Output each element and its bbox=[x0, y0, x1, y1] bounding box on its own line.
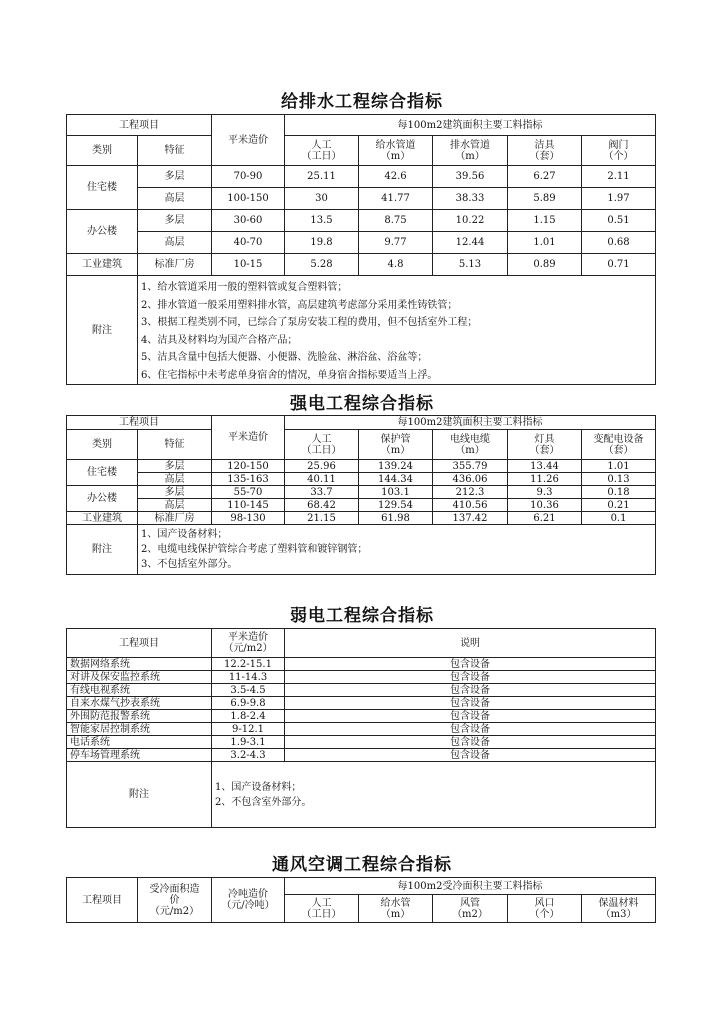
notes-list bbox=[212, 762, 656, 828]
value-cell: 10.22 bbox=[433, 210, 508, 232]
value-cell: 6.21 bbox=[508, 512, 582, 525]
weak-title: 弱电工程综合指标 bbox=[290, 606, 434, 626]
hvac-h-group: 每100m2受冷面积主要工料指标 bbox=[285, 878, 656, 895]
notes-list bbox=[138, 525, 656, 575]
note-line: 2、电缆电线保护管综合考虑了塑料管和镀锌钢管； bbox=[141, 544, 368, 555]
col-unit: （套） bbox=[529, 444, 560, 456]
price-cell: 98-130 bbox=[212, 512, 285, 525]
strong-col-header bbox=[433, 430, 508, 460]
col-unit: （m） bbox=[455, 444, 485, 456]
col-name: 变配电设备 bbox=[593, 433, 644, 445]
note-line: 4、洁具及材料均为国产合格产品； bbox=[141, 334, 298, 346]
note-line: 3、不包括室外部分。 bbox=[141, 559, 238, 570]
value-cell: 1.15 bbox=[508, 210, 582, 232]
system-name: 有线电视系统 bbox=[67, 684, 212, 697]
note-line: 6、住宅指标中未考虑单身宿舍的情况，单身宿舍指标要适当上浮。 bbox=[141, 369, 438, 381]
hvac-h-ton bbox=[212, 878, 285, 923]
col-name: 排水管道 bbox=[450, 139, 490, 151]
table-row bbox=[67, 210, 656, 232]
price-cell: 1.9-3.1 bbox=[212, 736, 285, 749]
col-name: 阀门 bbox=[608, 139, 629, 151]
value-cell: 0.21 bbox=[582, 499, 656, 512]
plumbing-h-item: 工程项目 bbox=[67, 115, 212, 136]
value-cell: 139.24 bbox=[359, 460, 433, 473]
col-unit: （m） bbox=[455, 150, 485, 162]
value-cell: 355.79 bbox=[433, 460, 508, 473]
table-row bbox=[67, 188, 656, 210]
value-cell: 0.89 bbox=[508, 254, 582, 276]
value-cell: 137.42 bbox=[433, 512, 508, 525]
col-unit: （m3） bbox=[600, 908, 637, 920]
table-row bbox=[67, 671, 656, 684]
feature-cell: 标准厂房 bbox=[138, 254, 212, 276]
plumbing-col-header bbox=[433, 136, 508, 166]
col-name: 人工 bbox=[311, 139, 332, 151]
strong-h-price: 平米造价 bbox=[212, 416, 285, 460]
price-cell: 10-15 bbox=[212, 254, 285, 276]
value-cell: 129.54 bbox=[359, 499, 433, 512]
strong-h-type: 类别 bbox=[67, 430, 138, 460]
value-cell: 13.5 bbox=[285, 210, 359, 232]
hvac-title: 通风空调工程综合指标 bbox=[272, 855, 452, 875]
weak-table bbox=[66, 628, 656, 828]
system-name: 对讲及保安监控系统 bbox=[67, 671, 212, 684]
hvac-table bbox=[66, 877, 656, 923]
hvac-col-header bbox=[285, 895, 359, 923]
value-cell: 1.01 bbox=[508, 232, 582, 254]
strong-col-header bbox=[508, 430, 582, 460]
table-row bbox=[67, 749, 656, 762]
desc-cell: 包含设备 bbox=[285, 723, 656, 736]
value-cell: 40.11 bbox=[285, 473, 359, 486]
price-cell: 12.2-15.1 bbox=[212, 658, 285, 671]
weak-h-item: 工程项目 bbox=[67, 629, 212, 658]
value-cell: 0.71 bbox=[582, 254, 656, 276]
value-cell: 21.15 bbox=[285, 512, 359, 525]
table-row bbox=[67, 710, 656, 723]
desc-cell: 包含设备 bbox=[285, 684, 656, 697]
value-cell: 39.56 bbox=[433, 166, 508, 188]
price-cell: 70-90 bbox=[212, 166, 285, 188]
group-label: 住宅楼 bbox=[67, 166, 138, 210]
strong-table bbox=[66, 415, 656, 575]
value-cell: 11.26 bbox=[508, 473, 582, 486]
col-name: 洁具 bbox=[534, 139, 555, 151]
system-name: 电话系统 bbox=[67, 736, 212, 749]
price-cell: 135-163 bbox=[212, 473, 285, 486]
group-label: 办公楼 bbox=[67, 210, 138, 254]
price-cell: 120-150 bbox=[212, 460, 285, 473]
weak-h-desc: 说明 bbox=[285, 629, 656, 658]
value-cell: 42.6 bbox=[359, 166, 433, 188]
col-name: 保护管 bbox=[380, 433, 411, 445]
system-name: 数据网络系统 bbox=[67, 658, 212, 671]
col-name: 电线电缆 bbox=[450, 433, 490, 445]
table-row bbox=[67, 512, 656, 525]
group-label: 住宅楼 bbox=[67, 460, 138, 486]
value-cell: 25.11 bbox=[285, 166, 359, 188]
col-unit: （m） bbox=[380, 444, 411, 456]
h-area-line2: 价 bbox=[169, 894, 180, 906]
value-cell: 1.01 bbox=[582, 460, 656, 473]
hvac-h-area bbox=[138, 878, 212, 923]
desc-cell: 包含设备 bbox=[285, 658, 656, 671]
notes-label: 附注 bbox=[67, 276, 138, 385]
desc-cell: 包含设备 bbox=[285, 749, 656, 762]
strong-h-item: 工程项目 bbox=[67, 416, 212, 430]
feature-cell: 多层 bbox=[138, 210, 212, 232]
plumbing-col-header bbox=[285, 136, 359, 166]
col-unit: （套） bbox=[529, 150, 560, 162]
value-cell: 0.1 bbox=[582, 512, 656, 525]
table-row bbox=[67, 166, 656, 188]
value-cell: 30 bbox=[285, 188, 359, 210]
system-name: 停车场管理系统 bbox=[67, 749, 212, 762]
value-cell: 8.75 bbox=[359, 210, 433, 232]
table-row bbox=[67, 232, 656, 254]
notes-row bbox=[67, 762, 656, 828]
table-row bbox=[67, 684, 656, 697]
h-area-line1: 受冷面积造 bbox=[149, 883, 200, 895]
hvac-col-header bbox=[433, 895, 508, 923]
price-cell: 40-70 bbox=[212, 232, 285, 254]
value-cell: 0.18 bbox=[582, 486, 656, 499]
col-unit: （个） bbox=[529, 908, 560, 920]
note-line: 1、国产设备材料； bbox=[215, 781, 302, 793]
note-line: 3、根据工程类别不同，已综合了泵房安装工程的费用，但不包括室外工程； bbox=[141, 317, 478, 328]
value-cell: 38.33 bbox=[433, 188, 508, 210]
strong-h-feature: 特征 bbox=[138, 430, 212, 460]
col-name: 风管 bbox=[460, 897, 480, 909]
col-name: 给水管道 bbox=[375, 139, 416, 151]
feature-cell: 多层 bbox=[138, 460, 212, 473]
note-line: 1、给水管道采用一般的塑料管或复合塑料管； bbox=[141, 282, 348, 293]
note-line: 2、排水管道一般采用塑料排水管，高层建筑考虑部分采用柔性铸铁管； bbox=[141, 299, 458, 311]
col-unit: （m2） bbox=[452, 908, 488, 920]
value-cell: 410.56 bbox=[433, 499, 508, 512]
col-name: 给水管 bbox=[380, 897, 411, 909]
group-label: 工业建筑 bbox=[67, 512, 138, 525]
value-cell: 61.98 bbox=[359, 512, 433, 525]
price-cell: 100-150 bbox=[212, 188, 285, 210]
table-row bbox=[67, 736, 656, 749]
strong-col-header bbox=[359, 430, 433, 460]
feature-cell: 高层 bbox=[138, 473, 212, 486]
price-cell: 55-70 bbox=[212, 486, 285, 499]
h-ton-label: 冷吨造价 bbox=[228, 889, 268, 900]
value-cell: 10.36 bbox=[508, 499, 582, 512]
plumbing-col-header bbox=[508, 136, 582, 166]
value-cell: 436.06 bbox=[433, 473, 508, 486]
price-cell: 110-145 bbox=[212, 499, 285, 512]
strong-h-group: 每100m2建筑面积主要工料指标 bbox=[285, 416, 656, 430]
value-cell: 5.28 bbox=[285, 254, 359, 276]
col-unit: （工日） bbox=[301, 908, 342, 920]
value-cell: 0.68 bbox=[582, 232, 656, 254]
table-row bbox=[67, 658, 656, 671]
table-row bbox=[67, 486, 656, 499]
value-cell: 0.51 bbox=[582, 210, 656, 232]
value-cell: 68.42 bbox=[285, 499, 359, 512]
notes-row bbox=[67, 525, 656, 575]
value-cell: 13.44 bbox=[508, 460, 582, 473]
feature-cell: 高层 bbox=[138, 188, 212, 210]
notes-label: 附注 bbox=[67, 525, 138, 575]
col-name: 灯具 bbox=[534, 433, 555, 445]
h-price-unit: （元/m2） bbox=[223, 643, 273, 654]
system-name: 外围防范报警系统 bbox=[67, 710, 212, 723]
plumbing-h-feature: 特征 bbox=[138, 136, 212, 166]
feature-cell: 高层 bbox=[138, 499, 212, 512]
value-cell: 9.3 bbox=[508, 486, 582, 499]
value-cell: 33.7 bbox=[285, 486, 359, 499]
h-area-unit: （元/m2） bbox=[149, 905, 200, 917]
notes-label: 附注 bbox=[67, 762, 212, 828]
h-ton-unit: （元/冷吨） bbox=[221, 900, 275, 911]
table-row bbox=[67, 460, 656, 473]
feature-cell: 标准厂房 bbox=[138, 512, 212, 525]
desc-cell: 包含设备 bbox=[285, 697, 656, 710]
strong-col-header bbox=[285, 430, 359, 460]
price-cell: 3.2-4.3 bbox=[212, 749, 285, 762]
table-row bbox=[67, 473, 656, 486]
value-cell: 4.8 bbox=[359, 254, 433, 276]
system-name: 智能家居控制系统 bbox=[67, 723, 212, 736]
h-price-label: 平米造价 bbox=[228, 632, 268, 643]
plumbing-h-price: 平米造价 bbox=[212, 115, 285, 166]
value-cell: 25.96 bbox=[285, 460, 359, 473]
notes-list bbox=[138, 276, 656, 385]
table-row bbox=[67, 254, 656, 276]
price-cell: 6.9-9.8 bbox=[212, 697, 285, 710]
note-line: 2、不包含室外部分。 bbox=[215, 796, 312, 808]
value-cell: 103.1 bbox=[359, 486, 433, 499]
hvac-col-header bbox=[359, 895, 433, 923]
plumbing-col-header bbox=[359, 136, 433, 166]
value-cell: 41.77 bbox=[359, 188, 433, 210]
feature-cell: 多层 bbox=[138, 166, 212, 188]
note-line: 5、洁具含量中包括大便器、小便器、洗脸盆、淋浴盆、浴盆等； bbox=[141, 352, 428, 363]
value-cell: 5.89 bbox=[508, 188, 582, 210]
col-name: 风口 bbox=[534, 897, 555, 909]
strong-col-header bbox=[582, 430, 656, 460]
value-cell: 2.11 bbox=[582, 166, 656, 188]
group-label: 工业建筑 bbox=[67, 254, 138, 276]
price-cell: 1.8-2.4 bbox=[212, 710, 285, 723]
system-name: 自来水煤气抄表系统 bbox=[67, 697, 212, 710]
price-cell: 30-60 bbox=[212, 210, 285, 232]
desc-cell: 包含设备 bbox=[285, 710, 656, 723]
value-cell: 5.13 bbox=[433, 254, 508, 276]
feature-cell: 多层 bbox=[138, 486, 212, 499]
col-unit: （个） bbox=[603, 150, 634, 162]
desc-cell: 包含设备 bbox=[285, 671, 656, 684]
price-cell: 11-14.3 bbox=[212, 671, 285, 684]
plumbing-h-type: 类别 bbox=[67, 136, 138, 166]
hvac-col-header bbox=[508, 895, 582, 923]
value-cell: 144.34 bbox=[359, 473, 433, 486]
weak-h-price bbox=[212, 629, 285, 658]
desc-cell: 包含设备 bbox=[285, 736, 656, 749]
hvac-col-header bbox=[582, 895, 656, 923]
value-cell: 0.13 bbox=[582, 473, 656, 486]
value-cell: 1.97 bbox=[582, 188, 656, 210]
value-cell: 19.8 bbox=[285, 232, 359, 254]
notes-row bbox=[67, 276, 656, 385]
feature-cell: 高层 bbox=[138, 232, 212, 254]
price-cell: 3.5-4.5 bbox=[212, 684, 285, 697]
col-name: 人工 bbox=[311, 897, 332, 909]
note-line: 1、国产设备材料； bbox=[141, 529, 228, 540]
strong-title: 强电工程综合指标 bbox=[290, 394, 434, 414]
plumbing-table bbox=[66, 114, 656, 385]
hvac-h-item: 工程项目 bbox=[67, 878, 138, 923]
value-cell: 9.77 bbox=[359, 232, 433, 254]
plumbing-title: 给排水工程综合指标 bbox=[281, 92, 443, 112]
table-row bbox=[67, 499, 656, 512]
col-unit: （工日） bbox=[301, 444, 342, 456]
plumbing-h-group: 每100m2建筑面积主要工料指标 bbox=[285, 115, 656, 136]
table-row bbox=[67, 697, 656, 710]
table-row bbox=[67, 723, 656, 736]
price-cell: 9-12.1 bbox=[212, 723, 285, 736]
col-unit: （工日） bbox=[301, 150, 342, 162]
col-name: 人工 bbox=[311, 433, 332, 445]
group-label: 办公楼 bbox=[67, 486, 138, 512]
col-unit: （套） bbox=[603, 444, 634, 456]
value-cell: 212.3 bbox=[433, 486, 508, 499]
col-name: 保温材料 bbox=[598, 897, 639, 909]
value-cell: 6.27 bbox=[508, 166, 582, 188]
value-cell: 12.44 bbox=[433, 232, 508, 254]
col-unit: （m） bbox=[380, 908, 411, 920]
col-unit: （m） bbox=[380, 150, 411, 162]
plumbing-col-header bbox=[582, 136, 656, 166]
